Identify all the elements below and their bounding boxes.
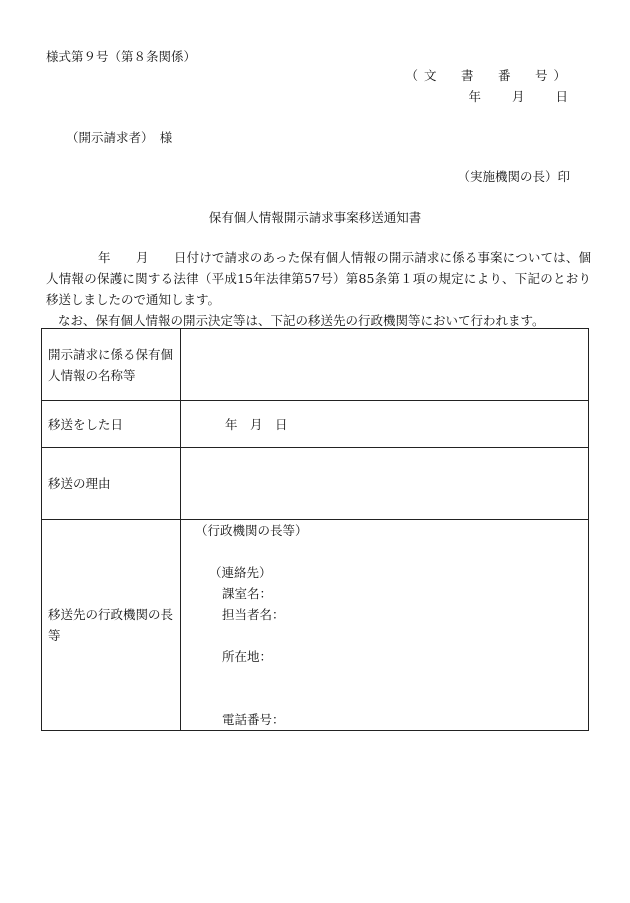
row-label-transfer-date: 移送をした日 (42, 401, 181, 448)
spacer (209, 625, 582, 646)
contact-person: 担当者名： (222, 607, 285, 622)
contact-phone: 電話番号： (222, 712, 285, 727)
spacer (209, 667, 582, 688)
row-value-destination (181, 520, 589, 731)
contact-address: 所在地： (222, 649, 273, 664)
document-date: 年 月 日 (468, 89, 570, 104)
row-value-transfer-date (181, 401, 589, 448)
contact-section: 課室名： (222, 586, 273, 601)
table-row (42, 520, 589, 731)
row-label-transfer-reason: 移送の理由 (42, 448, 181, 520)
table-row (42, 448, 589, 520)
row-value-info-name (181, 329, 589, 401)
issuer-seal: （実施機関の長）印 (457, 169, 570, 184)
table-row (42, 401, 589, 448)
row-value-transfer-reason (181, 448, 589, 520)
document-number: （文 書 番 号） (405, 68, 572, 83)
document-title: 保有個人情報開示請求事案移送通知書 (208, 210, 422, 225)
contact-label: （連絡先） (209, 565, 272, 580)
destination-head: （行政機関の長等） (195, 523, 308, 538)
recipient: （開示請求者） 様 (66, 130, 173, 145)
body-paragraph-1: 年 月 日付けで請求のあった保有個人情報の開示請求に係る事案については、個人情報の保護に関する法律（平成15年法律第57号）第85条第１項の規定により、下記のとおり移送しましたので通知します。 (46, 250, 591, 307)
row-label-info-name: 開示請求に係る保有個人情報の名称等 (42, 329, 181, 401)
transfer-date-value: 年 月 日 (225, 416, 288, 432)
body-paragraph-2: なお、保有個人情報の開示決定等は、下記の移送先の行政機関等において行われます。 (58, 313, 545, 328)
transfer-info-table (41, 328, 589, 731)
table-row (42, 329, 589, 401)
row-label-destination: 移送先の行政機関の長等 (42, 520, 181, 731)
form-number: 様式第９号（第８条関係） (46, 49, 197, 64)
spacer (209, 688, 582, 709)
notice-body (46, 247, 591, 331)
contact-block (187, 562, 582, 730)
